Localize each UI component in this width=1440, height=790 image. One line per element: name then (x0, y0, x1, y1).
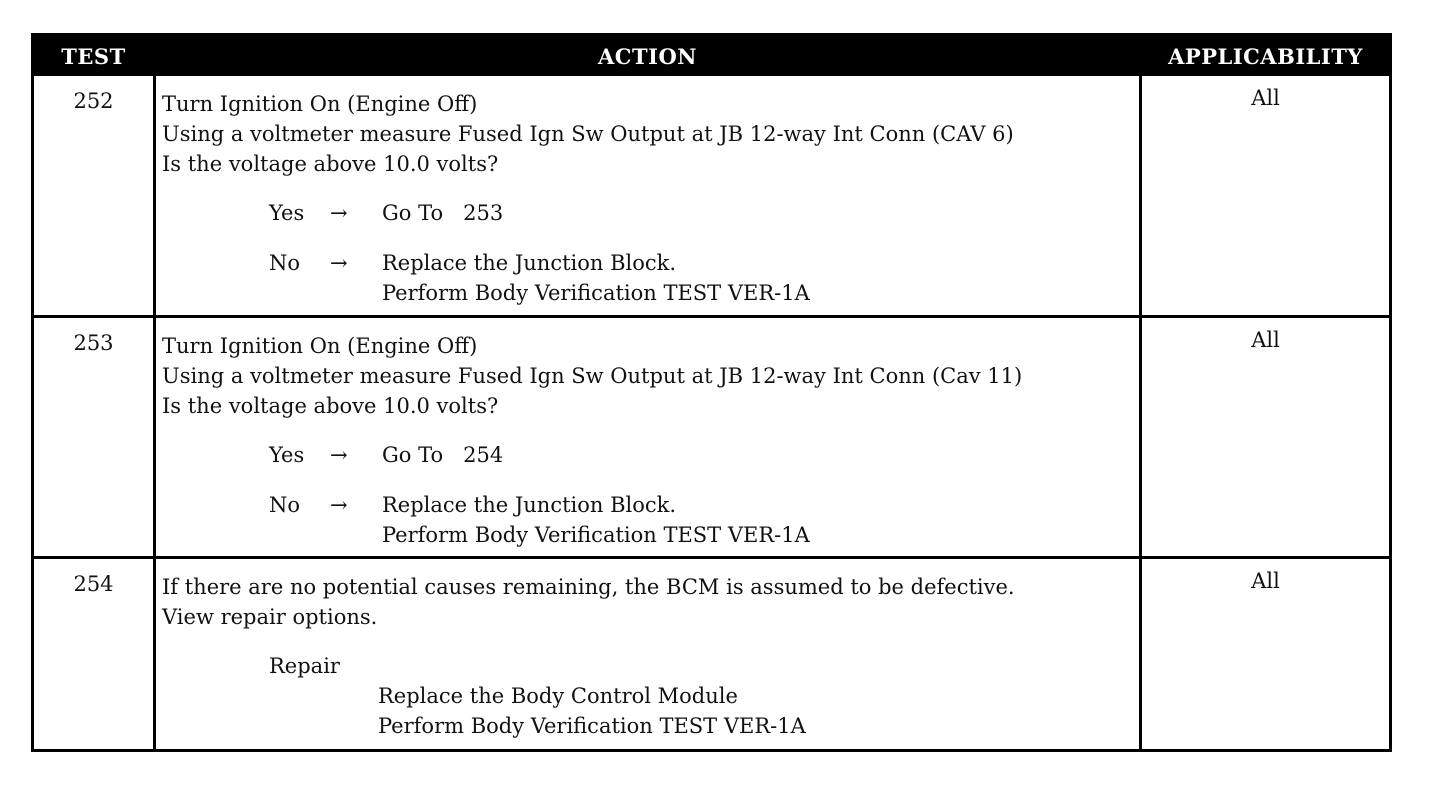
header-applicability: APPLICABILITY (1168, 44, 1363, 69)
no-branch (162, 248, 1137, 278)
action-line: Is the voltage above 10.0 volts? (162, 152, 499, 176)
diagnostic-test-table (31, 33, 1392, 752)
header-test: TEST (61, 44, 126, 69)
action-line: Turn Ignition On (Engine Off) (162, 92, 478, 116)
repair-step (162, 681, 1137, 711)
table-row (34, 318, 1389, 556)
no-branch-continued (162, 520, 1137, 550)
repair-step-text: Replace the Body Control Module (378, 684, 738, 708)
test-number: 253 (73, 331, 114, 355)
action-line: Turn Ignition On (Engine Off) (162, 334, 478, 358)
test-number: 252 (73, 89, 114, 113)
no-label: No (269, 251, 301, 275)
arrow-right-icon: → (330, 201, 348, 225)
arrow-right-icon: → (330, 443, 348, 467)
applicability-cell: All (1251, 569, 1280, 593)
test-number: 254 (73, 572, 114, 596)
action-cell (162, 331, 1137, 550)
action-line: Is the voltage above 10.0 volts? (162, 394, 499, 418)
yes-branch (162, 198, 1137, 228)
table-row (34, 76, 1389, 315)
applicability-cell: All (1251, 328, 1280, 352)
yes-label: Yes (269, 201, 305, 225)
table-header (34, 36, 1389, 76)
action-line: Using a voltmeter measure Fused Ign Sw Output at JB 12-way Int Conn (Cav 11) (162, 364, 1023, 388)
action-cell (162, 89, 1137, 308)
yes-result: Go To 254 (382, 443, 504, 467)
action-line: View repair options. (162, 605, 378, 629)
no-result-verification: Perform Body Verification TEST VER-1A (382, 523, 810, 547)
yes-label: Yes (269, 443, 305, 467)
no-result: Replace the Junction Block. (382, 251, 677, 275)
table-row (34, 559, 1389, 749)
yes-branch (162, 440, 1137, 470)
arrow-right-icon: → (330, 493, 348, 517)
arrow-right-icon: → (330, 251, 348, 275)
action-cell (162, 572, 1137, 741)
no-branch-continued (162, 278, 1137, 308)
repair-step (162, 711, 1137, 741)
no-result-verification: Perform Body Verification TEST VER-1A (382, 281, 810, 305)
applicability-cell: All (1251, 86, 1280, 110)
no-result: Replace the Junction Block. (382, 493, 677, 517)
repair-step-text: Perform Body Verification TEST VER-1A (378, 714, 806, 738)
repair-heading (162, 651, 1137, 681)
repair-label: Repair (269, 654, 340, 678)
action-line: If there are no potential causes remaining, the BCM is assumed to be defective. (162, 575, 1015, 599)
no-label: No (269, 493, 301, 517)
header-action: ACTION (598, 44, 697, 69)
action-line: Using a voltmeter measure Fused Ign Sw Output at JB 12-way Int Conn (CAV 6) (162, 122, 1014, 146)
yes-result: Go To 253 (382, 201, 504, 225)
no-branch (162, 490, 1137, 520)
